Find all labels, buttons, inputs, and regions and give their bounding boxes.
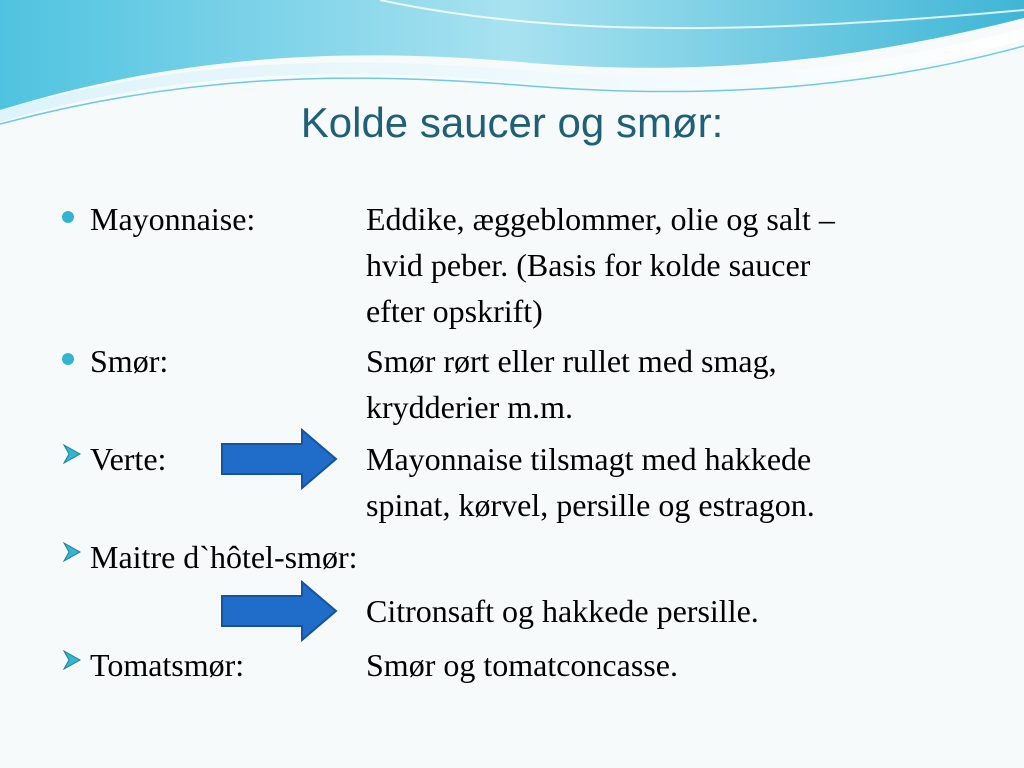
slide-title: Kolde saucer og smør: — [300, 99, 724, 146]
item-description: Mayonnaise tilsmagt med hakkede spinat, kørvel, persille og estragon. — [366, 441, 815, 523]
item-label: Smør: — [90, 343, 169, 379]
item-description: Smør og tomatconcasse. — [366, 647, 678, 683]
item-description: Citronsaft og hakkede persille. — [366, 593, 759, 629]
chevron-bullet-icon — [60, 648, 84, 672]
bullet-dot-icon — [62, 353, 74, 365]
chevron-bullet-icon — [60, 540, 84, 564]
item-label: Maitre d`hôtel-smør: — [90, 539, 358, 575]
right-arrow-icon — [220, 428, 340, 490]
item-description: Smør rørt eller rullet med smag, krydderier m.m. — [366, 343, 777, 425]
item-description: Eddike, æggeblommer, olie og salt – hvid peber. (Basis for kolde saucer efter opskrift) — [366, 201, 835, 329]
item-label: Tomatsmør: — [90, 647, 245, 683]
item-label: Verte: — [90, 441, 167, 477]
bullet-dot-icon — [62, 211, 74, 223]
item-label: Mayonnaise: — [90, 201, 256, 237]
right-arrow-icon — [220, 580, 340, 642]
chevron-bullet-icon — [60, 442, 84, 466]
